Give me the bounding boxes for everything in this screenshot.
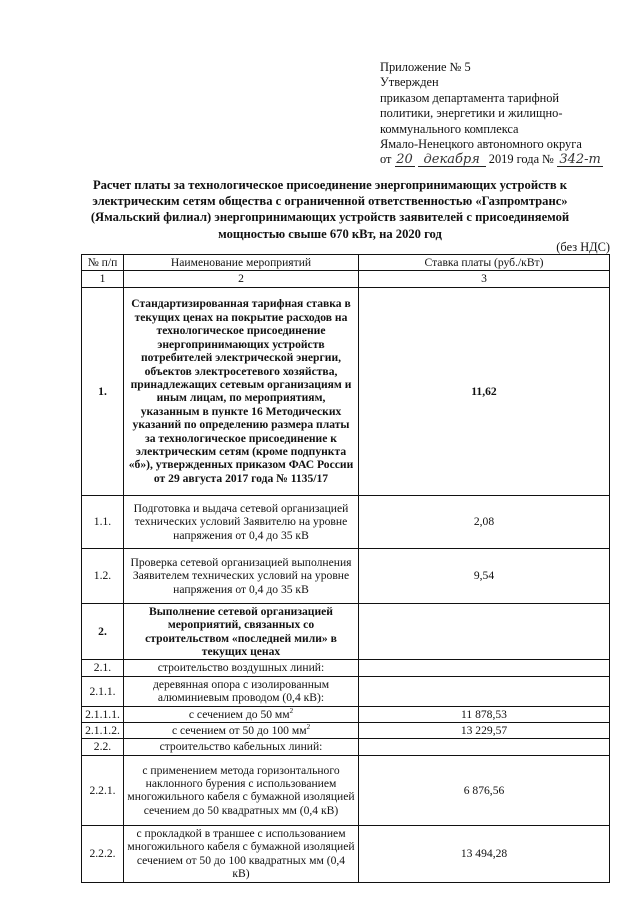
date-day: 20 <box>396 152 413 168</box>
row-name: Выполнение сетевой организацией мероприятий, связанных со строительством «последней мили» в текущих ценах <box>124 603 359 660</box>
row-value: 11 878,53 <box>359 706 610 722</box>
vat-note: (без НДС) <box>556 240 610 254</box>
row-num: 2.2.1. <box>82 755 124 825</box>
row-num: 2. <box>82 603 124 660</box>
approval-line: политики, энергетики и жилищно- <box>380 106 563 121</box>
approval-line: коммунального комплекса <box>380 121 519 136</box>
row-num: 1. <box>82 287 124 495</box>
row-value: 2,08 <box>359 495 610 548</box>
row-value <box>359 739 610 755</box>
header-num: № п/п <box>82 255 124 271</box>
row-name <box>124 706 359 722</box>
row-value: 11,62 <box>359 287 610 495</box>
row-name <box>124 723 359 739</box>
table-row <box>82 548 610 603</box>
header-col-number: 3 <box>359 271 610 287</box>
header-col-number: 2 <box>124 271 359 287</box>
table-row <box>82 706 610 722</box>
row-name: Подготовка и выдача сетевой организацией технических условий Заявителю на уровне напряжения от 0,4 до 35 кВ <box>124 495 359 548</box>
row-num: 2.2.2. <box>82 825 124 882</box>
table-row <box>82 660 610 676</box>
row-name: с применением метода горизонтального наклонного бурения с использованием многожильного кабеля с бумажной изоляцией сечением до 50 квадратных мм (0,4 кВ) <box>124 755 359 825</box>
table-row <box>82 825 610 882</box>
row-value: 6 876,56 <box>359 755 610 825</box>
table-row <box>82 676 610 706</box>
header-name: Наименование мероприятий <box>124 255 359 271</box>
table-row <box>82 495 610 548</box>
superscript: 2 <box>289 706 294 715</box>
document-title: Расчет платы за технологическое присоединение энергопринимающих устройств к электрическим сетям общества с ограниченной ответственностью «Газпромтранс» (Ямальский филиал) энергопринимающих устройств заявителей с присоединяемой мощностью свыше 670 кВт, на 2020 год <box>90 178 570 241</box>
row-num: 2.1.1. <box>82 676 124 706</box>
row-num: 2.1.1.1. <box>82 706 124 722</box>
header-rate: Ставка платы (руб./кВт) <box>359 255 610 271</box>
superscript: 2 <box>306 723 311 732</box>
table-row <box>82 287 610 495</box>
table-header-row <box>82 255 610 271</box>
order-number: 342-т <box>557 153 603 167</box>
row-num: 2.2. <box>82 739 124 755</box>
row-value: 9,54 <box>359 548 610 603</box>
approval-line: Утвержден <box>380 75 439 90</box>
approval-line: Ямало-Ненецкого автономного округа <box>380 137 582 152</box>
table-row <box>82 739 610 755</box>
approval-line: Приложение № 5 <box>380 60 471 74</box>
row-value: 13 494,28 <box>359 825 610 882</box>
date-month: декабря <box>418 153 486 167</box>
row-num: 2.1. <box>82 660 124 676</box>
row-value: 13 229,57 <box>359 723 610 739</box>
approval-block <box>380 60 630 168</box>
row-value <box>359 676 610 706</box>
row-value <box>359 660 610 676</box>
row-num: 1.2. <box>82 548 124 603</box>
table-row <box>82 755 610 825</box>
date-prefix: от <box>380 152 392 167</box>
approval-date-line <box>380 152 630 167</box>
row-name-text: с сечением до 50 мм <box>188 707 290 721</box>
date-year-text: 2019 года № <box>488 152 554 167</box>
row-num: 1.1. <box>82 495 124 548</box>
row-name: Проверка сетевой организацией выполнения Заявителем технических условий на уровне напряжения от 0,4 до 35 кВ <box>124 548 359 603</box>
approval-line: приказом департамента тарифной <box>380 90 560 105</box>
table-row <box>82 723 610 739</box>
row-name: строительство воздушных линий: <box>124 660 359 676</box>
row-name: с прокладкой в траншее с использованием многожильного кабеля с бумажной изоляцией сечением от 50 до 100 квадратных мм (0,4 кВ) <box>124 825 359 882</box>
table-row <box>82 603 610 660</box>
row-name-text: с сечением от 50 до 100 мм <box>171 724 307 738</box>
rates-table <box>81 254 610 883</box>
row-name: строительство кабельных линий: <box>124 739 359 755</box>
row-value <box>359 603 610 660</box>
row-name: Стандартизированная тарифная ставка в текущих ценах на покрытие расходов на технологическое присоединение энергопринимающих устройств потребителей электрической энергии, объектов электросетевого хозяйства, принадлежащих сетевым организациям и иным лицам, по мероприятиям, указанным в пункте 16 Методических указаний по определению размера платы за технологическое присоединение к электрическим сетям (кроме подпункта «б»), утвержденных приказом ФАС России от 29 августа 2017 года № 1135/17 <box>124 287 359 495</box>
row-name: деревянная опора с изолированным алюминиевым проводом (0,4 кВ): <box>124 676 359 706</box>
row-num: 2.1.1.2. <box>82 723 124 739</box>
header-col-number: 1 <box>82 271 124 287</box>
table-header-numbers-row <box>82 271 610 287</box>
